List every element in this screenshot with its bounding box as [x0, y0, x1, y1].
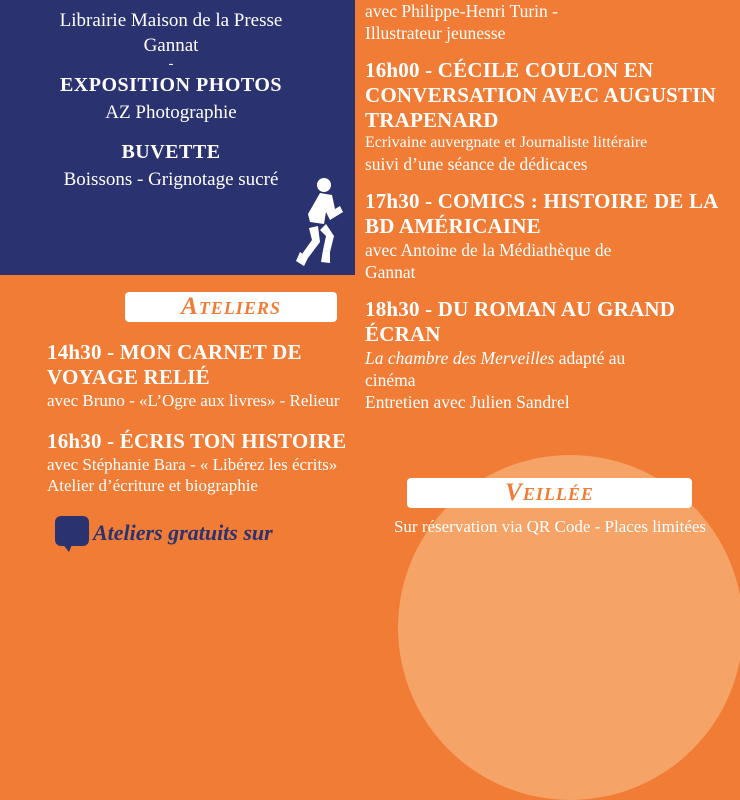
speech-bubble-icon [55, 516, 89, 546]
exposition-heading: EXPOSITION PHOTOS [59, 74, 283, 96]
event-desc-line2: cinéma [365, 370, 416, 390]
workshop-desc: avec Bruno - «L’Ogre aux livres» - Relieur [47, 391, 340, 410]
workshop-item [47, 340, 357, 411]
event-desc-small: Ecrivaine auvergnate et Journaliste littéraire [365, 134, 648, 151]
program-item-continued [365, 0, 735, 44]
event-desc-line2: Gannat [365, 262, 416, 282]
buvette-heading: BUVETTE [121, 141, 221, 163]
event-desc-after: adapté au [554, 348, 626, 368]
workshop-item [47, 429, 357, 496]
event-desc-line1: avec Antoine de la Médiathèque de [365, 240, 612, 260]
event-title-line1: 17h30 - COMICS : HISTOIRE DE LA [365, 189, 719, 213]
program-item [365, 58, 735, 175]
veillee-note-line1: Sur réservation via QR Code - Places limitées [393, 517, 707, 536]
left-column [0, 0, 355, 545]
veillee-title: Veillée [505, 479, 594, 506]
ateliers-title: Ateliers [181, 293, 281, 320]
workshop-title: 14h30 - MON CARNET DE VOYAGE RELIÉ [47, 340, 302, 389]
workshop-list [47, 340, 357, 496]
event-title-line2: CONVERSATION AVEC AUGUSTIN [365, 83, 717, 107]
ateliers-banner [125, 292, 337, 322]
veillee-banner [407, 478, 692, 508]
veillee-reservation-note [390, 516, 710, 538]
event-title-line2: BD AMÉRICAINE [365, 214, 541, 238]
running-person-icon [296, 176, 352, 281]
free-workshops-note: Ateliers gratuits sur [93, 520, 273, 545]
event-desc-line2: Illustrateur jeunesse [365, 23, 506, 43]
event-title-line1: 16h00 - CÉCILE COULON EN [365, 58, 654, 82]
bookshop-city: Gannat [143, 35, 199, 56]
event-desc-line1: avec Philippe-Henri Turin - [365, 1, 558, 21]
program-list [365, 0, 735, 413]
navy-panel-text [6, 8, 336, 192]
event-desc: suivi d’une séance de dédicaces [365, 154, 588, 174]
event-title-line1: 18h30 - DU ROMAN AU GRAND [365, 297, 676, 321]
program-item [365, 297, 735, 413]
event-desc-line3: Entretien avec Julien Sandrel [365, 392, 570, 412]
workshop-title: 16h30 - ÉCRIS TON HISTOIRE [47, 429, 347, 453]
separator-dash: - [168, 56, 174, 72]
event-desc-line1 [365, 347, 735, 369]
bookshop-name: Librairie Maison de la Presse [59, 10, 283, 31]
exposition-sub: AZ Photographie [105, 102, 237, 123]
workshop-desc-line2: Atelier d’écriture et biographie [47, 476, 258, 495]
event-title-line2: ÉCRAN [365, 322, 441, 346]
buvette-sub: Boissons - Grignotage sucré [63, 169, 279, 190]
program-item [365, 189, 735, 283]
event-title-line3: TRAPENARD [365, 108, 499, 132]
workshop-desc-line1: avec Stéphanie Bara - « Libérez les écrits» [47, 455, 338, 474]
book-title: La chambre des Merveilles [365, 348, 555, 368]
